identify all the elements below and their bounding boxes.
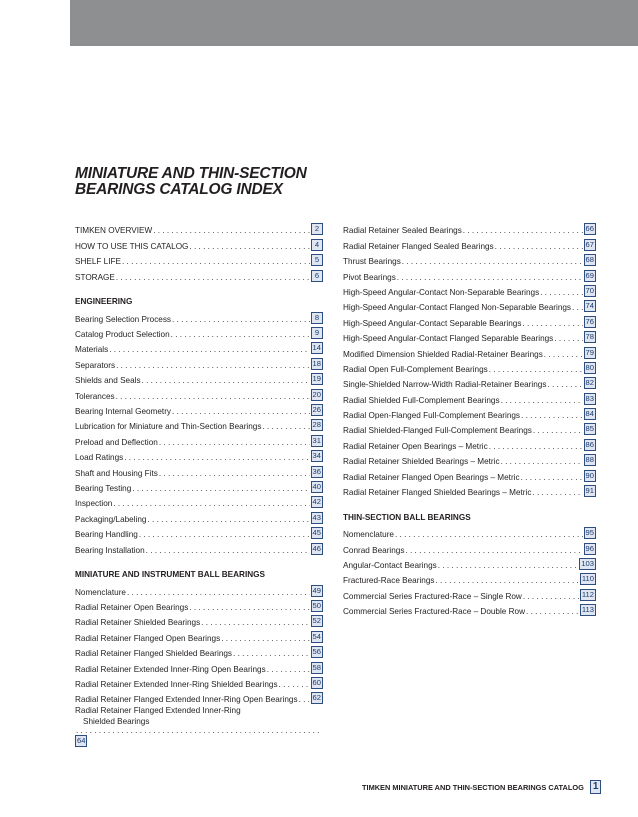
index-entry[interactable] [75, 431, 323, 446]
dot-leader [299, 695, 310, 704]
entry-label: High-Speed Angular-Contact Flanged Separable Bearings [343, 334, 554, 344]
section-heading: MINIATURE AND INSTRUMENT BALL BEARINGS [75, 570, 265, 580]
index-entry[interactable] [75, 539, 323, 554]
dot-leader [523, 592, 579, 601]
entry-label: Radial Retainer Shielded Bearings [75, 618, 201, 628]
entry-label: Catalog Product Selection [75, 330, 170, 340]
index-section [75, 555, 323, 748]
entry-label: Radial Retainer Sealed Bearings [343, 226, 462, 236]
index-section [343, 497, 596, 616]
section-heading: ENGINEERING [75, 297, 133, 307]
index-entry[interactable] [75, 643, 323, 658]
index-entry[interactable] [343, 524, 596, 539]
page-number-link[interactable]: 103 [581, 558, 594, 568]
dot-leader [405, 546, 582, 555]
index-entry[interactable] [343, 570, 596, 585]
index-column-left [75, 220, 323, 747]
page-number-link[interactable]: 90 [585, 470, 594, 480]
page-number-link[interactable]: 42 [312, 497, 321, 507]
index-entry[interactable] [75, 581, 323, 596]
dot-leader [521, 473, 583, 482]
entry-label: Radial Shielded-Flanged Full-Complement Bearings [343, 426, 532, 436]
dot-leader [489, 365, 583, 374]
dot-leader [521, 411, 583, 420]
entry-label: Pivot Bearings [343, 272, 396, 282]
entry-label: Load Ratings [75, 453, 124, 463]
index-entry[interactable] [343, 359, 596, 374]
page-number-link[interactable]: 36 [312, 466, 321, 476]
dot-leader [395, 530, 583, 539]
index-entry[interactable] [343, 601, 596, 616]
dot-leader [402, 257, 583, 266]
entry-label: High-Speed Angular-Contact Flanged Non-Separable Bearings [343, 303, 572, 313]
index-entry[interactable] [343, 482, 596, 497]
dot-leader [142, 376, 310, 385]
index-entry[interactable] [343, 420, 596, 435]
dot-leader [544, 350, 583, 359]
index-entry[interactable] [75, 508, 323, 523]
entry-label: Radial Retainer Flanged Sealed Bearings [343, 241, 494, 251]
entry-label: Radial Open-Flanged Full-Complement Bearings [343, 411, 521, 421]
entry-label: Bearing Internal Geometry [75, 406, 172, 416]
index-entry[interactable] [75, 251, 323, 266]
page-number-link[interactable]: 67 [585, 239, 594, 249]
index-entry[interactable] [75, 354, 323, 369]
dot-leader [495, 242, 583, 251]
index-entry[interactable] [75, 658, 323, 673]
dot-leader [279, 680, 310, 689]
entry-label: Modified Dimension Shielded Radial-Retainer Bearings [343, 349, 543, 359]
page-number-link[interactable]: 79 [585, 347, 594, 357]
dot-leader [147, 515, 309, 524]
entry-label: Radial Retainer Extended Inner-Ring Open Bearings [75, 664, 266, 674]
page-number-link[interactable]: 60 [312, 677, 321, 687]
page-number-link[interactable]: 2 [311, 223, 323, 235]
dot-leader [109, 345, 309, 354]
page-number-link[interactable]: 58 [312, 662, 321, 672]
index-entry[interactable] [75, 524, 323, 539]
entry-label: Separators [75, 360, 116, 370]
dot-leader [262, 422, 309, 431]
dot-leader [435, 576, 578, 585]
entry-label: Radial Retainer Flanged Extended Inner-Ring Open Bearings [75, 695, 298, 705]
dot-leader [547, 380, 582, 389]
dot-leader [189, 603, 309, 612]
dot-leader [554, 334, 582, 343]
entry-label: Shields and Seals [75, 376, 141, 386]
entry-label: Radial Retainer Flanged Shielded Bearings – Metric [343, 488, 532, 498]
page-number-link[interactable]: 85 [585, 424, 594, 434]
page-number-link[interactable]: 64 [77, 736, 86, 746]
page-number-link[interactable]: 40 [312, 481, 321, 491]
entry-label: SHELF LIFE [75, 257, 121, 267]
page-number-link[interactable]: 69 [585, 270, 594, 280]
entry-label: Radial Open Full-Complement Bearings [343, 364, 488, 374]
page-number-link[interactable]: 9 [311, 327, 323, 339]
page-number-link[interactable]: 49 [312, 585, 321, 595]
page-number-link[interactable]: 113 [581, 605, 594, 615]
dot-leader [233, 649, 310, 658]
dot-leader [267, 665, 310, 674]
entry-label: Radial Retainer Extended Inner-Ring Shielded Bearings [75, 679, 278, 689]
dot-leader [171, 330, 310, 339]
page-number-link[interactable]: 88 [585, 455, 594, 465]
entry-label: Radial Retainer Open Bearings – Metric [343, 441, 488, 451]
page-number-link[interactable]: 8 [311, 312, 323, 324]
dot-leader [463, 226, 583, 235]
dot-leader [127, 588, 310, 597]
index-entry[interactable] [343, 466, 596, 481]
entry-label: Radial Retainer Flanged Open Bearings – Metric [343, 472, 520, 482]
dot-leader [159, 438, 310, 447]
page-number-link[interactable]: 46 [312, 543, 321, 553]
page-title [75, 166, 307, 198]
page-number-link[interactable]: 86 [585, 439, 594, 449]
index-section [75, 282, 323, 555]
footer-catalog-title: TIMKEN MINIATURE AND THIN-SECTION BEARINGS CATALOG [362, 782, 584, 792]
dot-leader [501, 396, 583, 405]
page-number-link[interactable]: 43 [312, 512, 321, 522]
index-entry[interactable] [75, 370, 323, 385]
dot-leader [532, 488, 582, 497]
page-number-link[interactable]: 91 [585, 486, 594, 496]
page-number-link[interactable]: 50 [312, 600, 321, 610]
page-number-link[interactable]: 78 [585, 332, 594, 342]
page-number-link[interactable]: 18 [312, 358, 321, 368]
page-number-link[interactable]: 20 [312, 389, 321, 399]
page-number-link[interactable]: 84 [585, 409, 594, 419]
page-number-link[interactable]: 5 [311, 254, 323, 266]
dot-leader [572, 303, 583, 312]
index-entry[interactable] [75, 478, 323, 493]
entry-label: Shaft and Housing Fits [75, 468, 158, 478]
index-entry[interactable] [75, 308, 323, 323]
entry-label: Inspection [75, 499, 113, 509]
entry-label: Thrust Bearings [343, 257, 401, 267]
footer-page-number: 1 [590, 780, 602, 794]
index-entry[interactable] [343, 220, 596, 235]
entry-label: Bearing Testing [75, 483, 132, 493]
entry-label: Radial Retainer Flanged Shielded Bearings [75, 649, 233, 659]
index-entry[interactable] [343, 451, 596, 466]
dot-leader [489, 442, 583, 451]
dot-leader [397, 273, 583, 282]
entry-label-line-2: Shielded Bearings [83, 717, 150, 727]
index-entry[interactable] [75, 416, 323, 431]
dot-leader [221, 634, 309, 643]
section-spacer [75, 555, 323, 569]
page-number-link[interactable]: 82 [585, 378, 594, 388]
dot-leader [76, 726, 322, 735]
entry-label: HOW TO USE THIS CATALOG [75, 241, 189, 251]
entry-label: Lubrication for Miniature and Thin-Section Bearings [75, 422, 262, 432]
index-entry[interactable] [75, 401, 323, 416]
index-entry[interactable] [75, 597, 323, 612]
dot-leader [189, 242, 310, 251]
index-entry[interactable] [343, 328, 596, 343]
index-entry[interactable] [75, 339, 323, 354]
entry-label: Angular-Contact Bearings [343, 560, 437, 570]
index-section [343, 220, 596, 497]
index-entry[interactable] [343, 235, 596, 250]
page-number-link[interactable]: 70 [585, 285, 594, 295]
page-number-link[interactable]: 45 [312, 528, 321, 538]
index-entry[interactable] [75, 324, 323, 339]
entry-label: Materials [75, 345, 109, 355]
title-line-2: BEARINGS CATALOG INDEX [75, 181, 283, 198]
entry-label: High-Speed Angular-Contact Separable Bearings [343, 318, 522, 328]
dot-leader [113, 499, 309, 508]
index-entry[interactable] [75, 674, 323, 689]
page-number-link[interactable]: 110 [581, 574, 594, 584]
dot-leader [172, 315, 310, 324]
index-entry[interactable] [75, 612, 323, 627]
entry-label: Conrad Bearings [343, 545, 405, 555]
entry-label: Packaging/Labeling [75, 514, 147, 524]
entry-label: Bearing Selection Process [75, 314, 172, 324]
page-number-link[interactable]: 54 [312, 631, 321, 641]
index-entry[interactable] [75, 689, 323, 704]
dot-leader [172, 407, 310, 416]
entry-label: Bearing Installation [75, 545, 145, 555]
entry-label: Preload and Deflection [75, 437, 158, 447]
index-entry[interactable] [343, 585, 596, 600]
entry-label-line-1: Radial Retainer Flanged Extended Inner-Ring [75, 706, 241, 716]
index-entry[interactable] [343, 374, 596, 389]
dot-leader [124, 453, 309, 462]
page-number-link[interactable]: 74 [585, 301, 594, 311]
entry-label: Radial Retainer Open Bearings [75, 602, 189, 612]
page-number-link[interactable]: 34 [312, 451, 321, 461]
dot-leader [139, 530, 310, 539]
page-number-link[interactable]: 96 [585, 543, 594, 553]
page-number-link[interactable]: 4 [311, 239, 323, 251]
page-number-link[interactable]: 80 [585, 362, 594, 372]
section-spacer [75, 282, 323, 296]
entry-label: Tolerances [75, 391, 115, 401]
section-heading: THIN-SECTION BALL BEARINGS [343, 512, 471, 522]
entry-label: Fractured-Race Bearings [343, 576, 435, 586]
dot-leader [533, 426, 583, 435]
dot-leader [116, 273, 310, 282]
entry-label: Nomenclature [75, 587, 126, 597]
page-number-link[interactable]: 14 [312, 343, 321, 353]
entry-label: Commercial Series Fractured-Race – Double Row [343, 607, 526, 617]
entry-label: Radial Shielded Full-Complement Bearings [343, 395, 500, 405]
entry-label: STORAGE [75, 272, 115, 282]
page-number-link[interactable]: 56 [312, 647, 321, 657]
page-number-link[interactable]: 31 [312, 435, 321, 445]
entry-label: Single-Shielded Narrow-Width Radial-Retainer Bearings [343, 380, 547, 390]
dot-leader [153, 226, 310, 235]
index-entry[interactable] [75, 220, 323, 235]
dot-leader [122, 257, 310, 266]
dot-leader [132, 484, 309, 493]
index-entry[interactable] [75, 385, 323, 400]
dot-leader [116, 361, 309, 370]
dot-leader [438, 561, 579, 570]
index-entry[interactable] [343, 282, 596, 297]
page-number-link[interactable]: 28 [312, 420, 321, 430]
page-number-link[interactable]: 95 [585, 528, 594, 538]
header-banner [70, 0, 638, 46]
page-number-link[interactable]: 112 [581, 589, 594, 599]
page-number-link[interactable]: 83 [585, 393, 594, 403]
dot-leader [116, 392, 310, 401]
page-footer [362, 780, 601, 794]
page-number-link[interactable]: 68 [585, 255, 594, 265]
dot-leader [201, 618, 309, 627]
index-entry[interactable] [343, 405, 596, 420]
index-entry[interactable] [75, 235, 323, 250]
page-number-link[interactable]: 76 [585, 316, 594, 326]
index-entry[interactable] [75, 704, 323, 747]
index-entry[interactable] [343, 555, 596, 570]
dot-leader [526, 607, 579, 616]
entry-label: Radial Retainer Shielded Bearings – Metric [343, 457, 500, 467]
page-number-link[interactable]: 62 [312, 693, 321, 703]
index-entry[interactable] [343, 343, 596, 358]
dot-leader [522, 319, 582, 328]
section-spacer [343, 497, 596, 511]
entry-label: High-Speed Angular-Contact Non-Separable Bearings [343, 287, 540, 297]
entry-label: Bearing Handling [75, 530, 138, 540]
index-entry[interactable] [343, 389, 596, 404]
page-number-link[interactable]: 66 [585, 224, 594, 234]
page-number-link[interactable]: 52 [312, 616, 321, 626]
dot-leader [501, 457, 583, 466]
dot-leader [146, 546, 310, 555]
entry-label: Radial Retainer Flanged Open Bearings [75, 633, 221, 643]
index-entry[interactable] [75, 447, 323, 462]
index-column-right [343, 220, 596, 616]
title-line-1: MINIATURE AND THIN-SECTION [75, 165, 307, 182]
page-number-link[interactable]: 6 [311, 270, 323, 282]
index-entry[interactable] [343, 435, 596, 450]
index-entry[interactable] [343, 297, 596, 312]
page-number-link[interactable]: 26 [312, 404, 321, 414]
index-section [75, 220, 323, 282]
dot-leader [540, 288, 582, 297]
index-entry[interactable] [75, 493, 323, 508]
entry-label: TIMKEN OVERVIEW [75, 226, 153, 236]
index-entry[interactable] [343, 251, 596, 266]
entry-label: Nomenclature [343, 530, 394, 540]
dot-leader [159, 469, 310, 478]
index-entry[interactable] [343, 266, 596, 281]
index-entry[interactable] [343, 312, 596, 327]
entry-label: Commercial Series Fractured-Race – Single Row [343, 591, 522, 601]
index-entry[interactable] [75, 266, 323, 281]
index-entry[interactable] [75, 462, 323, 477]
index-entry[interactable] [75, 627, 323, 642]
page-number-link[interactable]: 19 [312, 374, 321, 384]
index-entry[interactable] [343, 539, 596, 554]
